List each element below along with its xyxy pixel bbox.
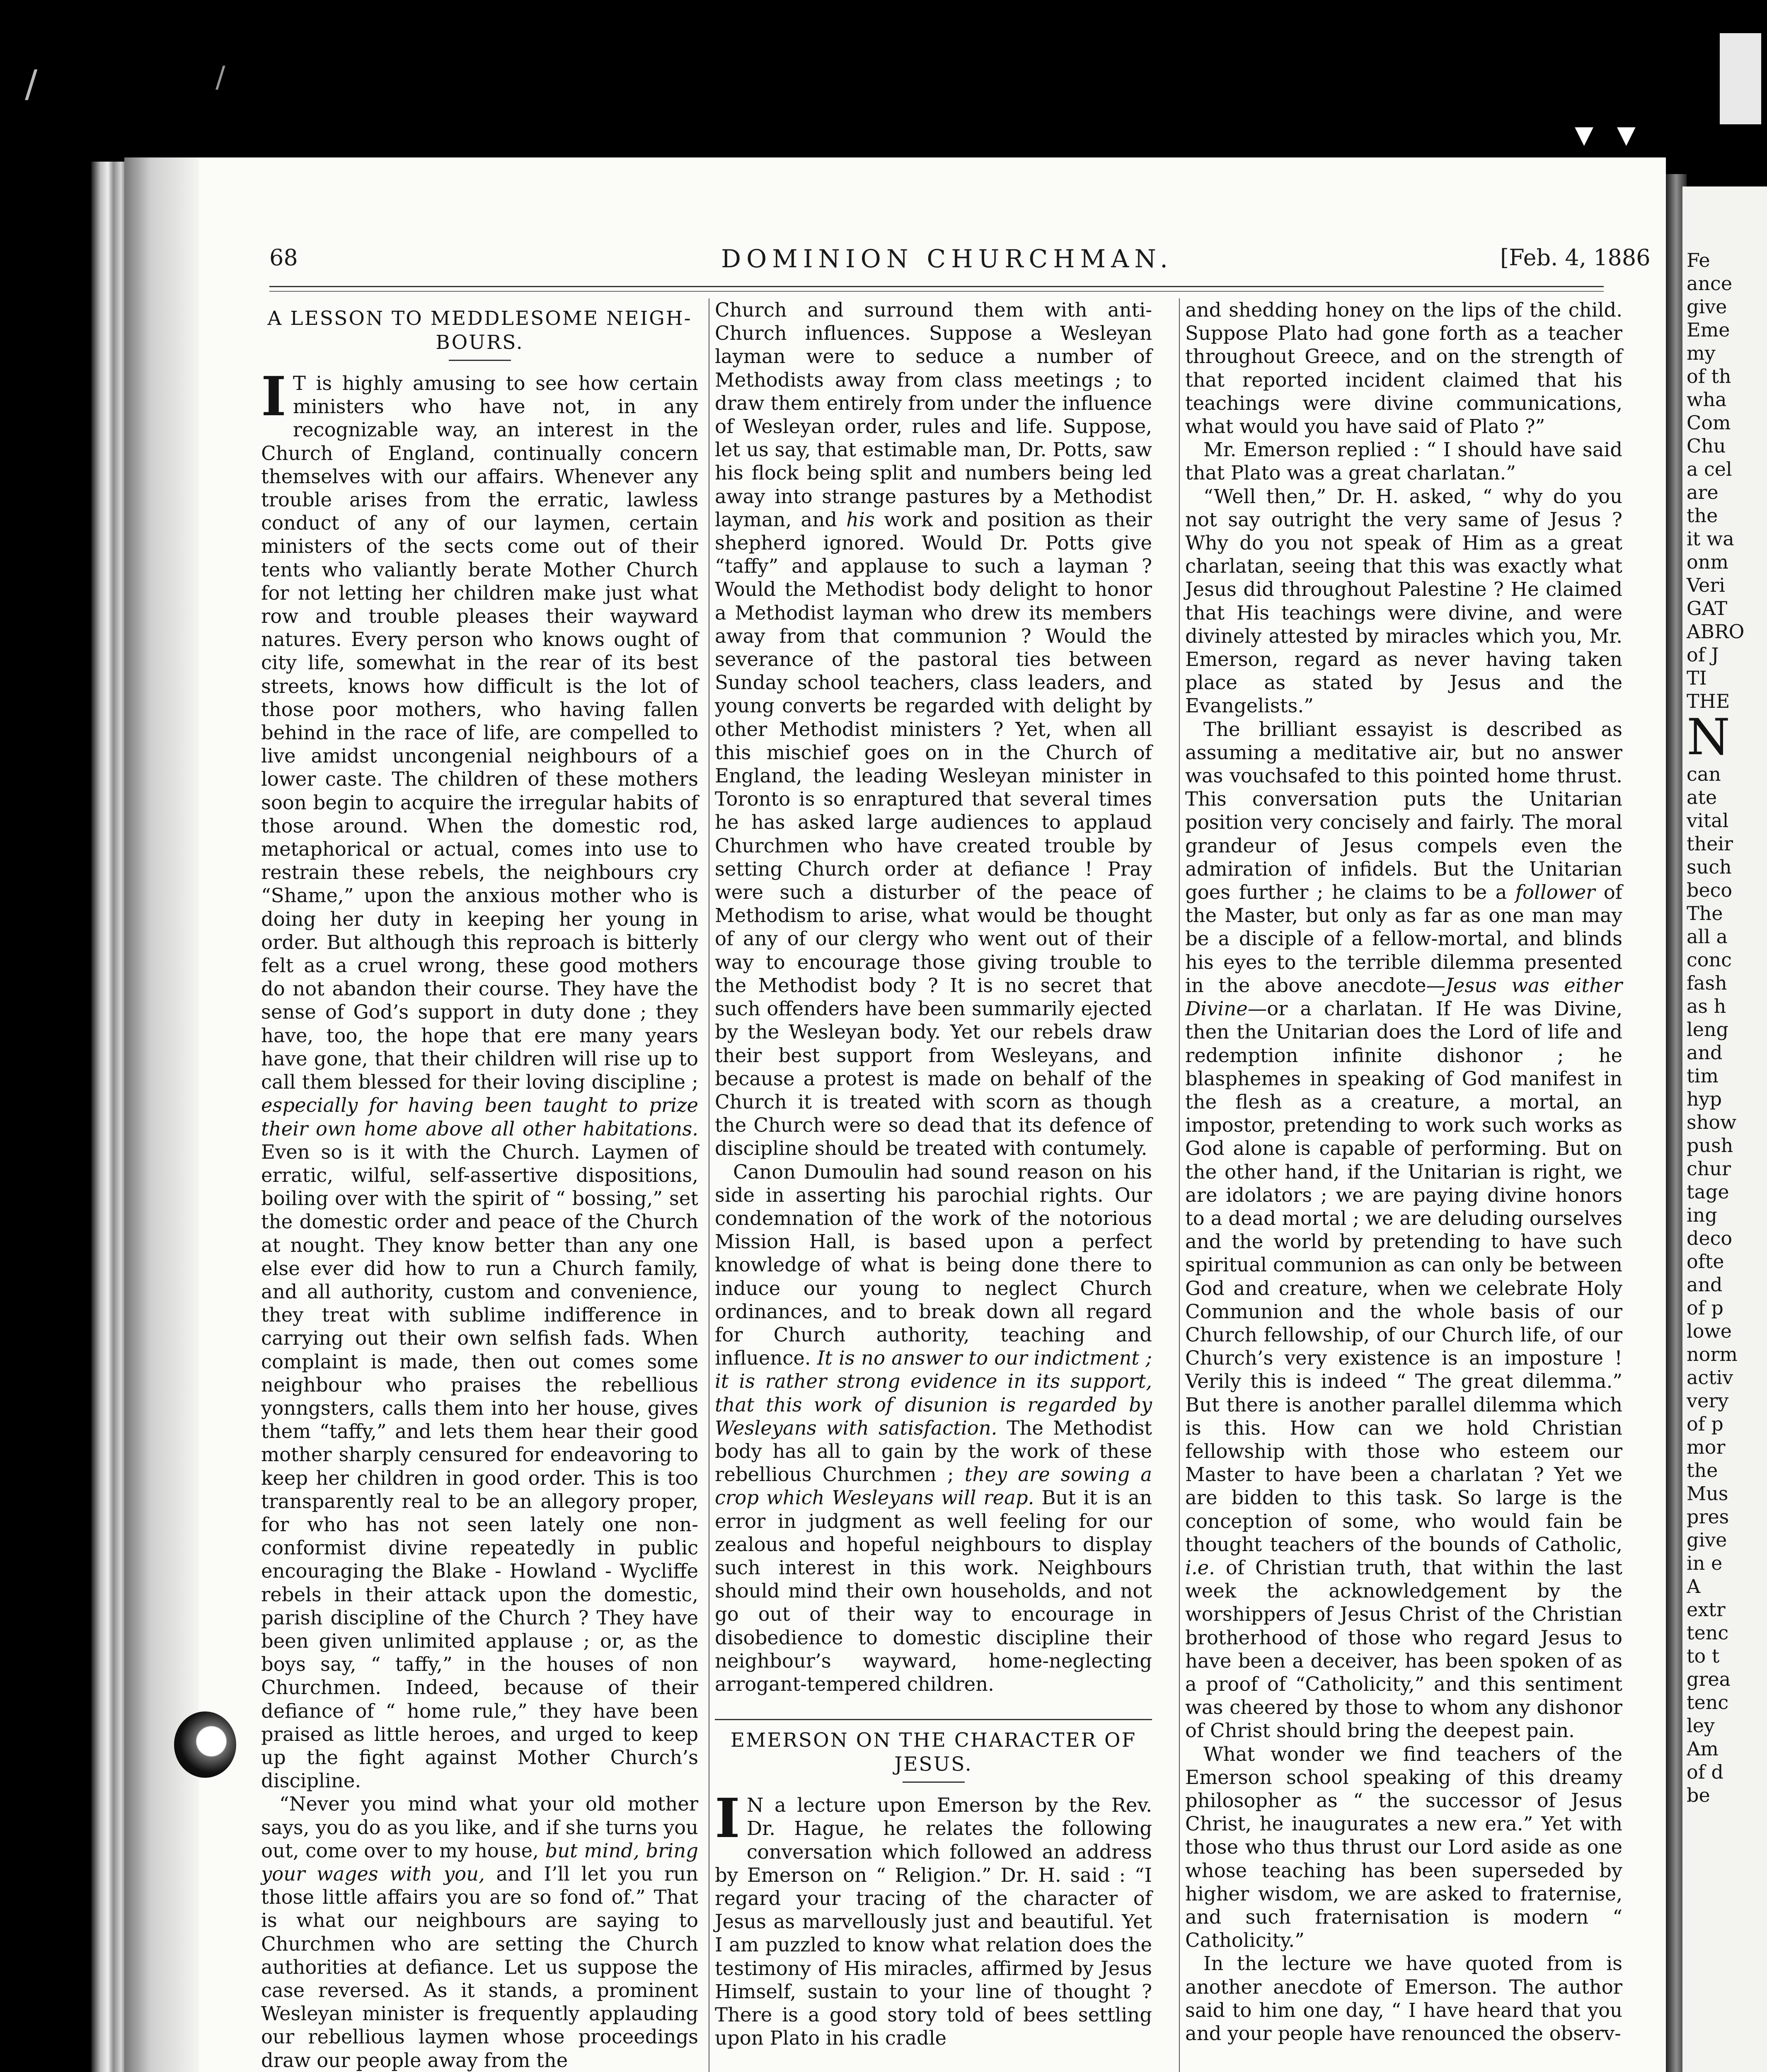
facing-page-line: grea [1687, 1668, 1731, 1690]
facing-page-line: and [1687, 1041, 1723, 1064]
italic-text: but mind, bring your wages with you, [261, 1839, 698, 1885]
facing-page-fragment [1682, 186, 1767, 2072]
binding-ring-icon [174, 1711, 236, 1778]
facing-page-line: ley [1687, 1714, 1715, 1737]
facing-page-line: give [1687, 295, 1727, 318]
text-run: and I’ll let you run those little affairs you are so fond of.” That is what our neighbours are saying to Churchmen who are setting the Church authorities at defiance. Let us suppose the case reversed. As it stands, a prominent Wesleyan minister is frequently applauding our rebellious laymen whose proceedings draw our people away from the [261, 1863, 698, 2072]
facing-page-line: Com [1687, 411, 1731, 434]
title-rule [449, 360, 511, 361]
facing-page-line: such [1687, 856, 1732, 878]
paragraph [1185, 1743, 1622, 1952]
facing-page-line: tenc [1687, 1622, 1729, 1644]
facing-page-line: give [1687, 1529, 1727, 1551]
facing-page-line: in e [1687, 1552, 1723, 1574]
text-run: “Never you mind what your old mother says, you do as you like, and if she turns you out, come over to my house, [261, 1793, 698, 1862]
facing-page-line: N [1687, 709, 1730, 766]
article-body [715, 1786, 1152, 2050]
facing-page-line: all a [1687, 925, 1728, 948]
facing-page-line: Veri [1687, 574, 1725, 596]
text-run: The brilliant essayist is described as assuming a meditative air, but no answer was vouchsafed to this pointed home thrust. This conversation puts the Unitarian position very concisely and fairly. The moral grandeur of Jesus compels even the admiration of infidels. But the Unitarian goes further ; he claims to be a [1185, 718, 1622, 904]
scan-mark-slash: / [215, 60, 225, 94]
facing-page-line: are [1687, 481, 1719, 503]
facing-page-line: vital [1687, 809, 1729, 832]
text-run: Church and surround them with anti-Church influences. Suppose a Wesleyan layman were to seduce a number of Methodists away from class meetings ; to draw them entirely from under the influence of Wesleyan order, rules and life. Suppose, let us say, that estimable man, Dr. Potts, saw his flock being split and numbers being led away into strange pastures by a Methodist layman, and [715, 299, 1152, 531]
facing-page-line: it wa [1687, 528, 1734, 550]
facing-page-line: extr [1687, 1598, 1726, 1621]
page-number: 68 [269, 244, 298, 271]
facing-page-line: beco [1687, 879, 1733, 901]
facing-page-line: lowe [1687, 1320, 1732, 1342]
text-run: work and position as their shepherd ignored. Would Dr. Potts give “taffy” and applause to such a layman ? Would the Methodist body delight to honor a Methodist layman who drew its members away from that communion ? Would the severance of the pastoral ties between Sunday school teachers, class leaders, and young converts be regarded with delight by other Methodist ministers ? Yet, when all this mischief goes on in the Church of England, the leading Wesleyan minister in Toronto is so enraptured that several times he has asked large audiences to applaud Churchmen who have created trouble by setting Church order at defiance ! Pray were such a disturber of the peace of Methodism to arise, what would be thought of any of our clergy who went out of their way to encourage those giving trouble to the Methodist body ? It is no secret that such offenders have been summarily ejected by the Wesleyan body. Yet our rebels draw their best support from Wesleyans, and because a protest is made on behalf of the Church it is treated with scorn as though the Church were so dead that its defence of discipline should be treated with contumely. [715, 508, 1152, 1160]
paragraph [1185, 298, 1622, 438]
issue-date: [Feb. 4, 1886 [1500, 244, 1651, 271]
facing-page-line: can [1687, 763, 1721, 785]
facing-page-line: onm [1687, 551, 1728, 573]
paragraph [1185, 718, 1622, 1743]
column-2 [715, 298, 1152, 2050]
facing-page-line: ance [1687, 272, 1733, 295]
facing-page-line: of p [1687, 1413, 1723, 1435]
facing-page-line: wha [1687, 388, 1727, 411]
column-divider [1179, 298, 1180, 2072]
text-run: of Christian truth, that within the last week the acknowledgement by the worshippers of Jesus Christ of the Christian brotherhood of those who regard Jesus to have been a deceiver, has been spoken of as a proof of “Catholicity,” and this sentiment was cheered by those to whom any dishonor of Christ should bring the deepest pain. [1185, 1556, 1622, 1742]
facing-page-line: my [1687, 342, 1716, 364]
facing-page-line: Eme [1687, 319, 1730, 341]
article-title: A LESSON TO MEDDLESOME NEIGH-BOURS. [267, 307, 692, 354]
italic-text: It is no answer to our indictment ; it is rather strong evidence in its support, that this work of disunion is regarded by Wesleyans with satisfaction. [715, 1347, 1152, 1439]
text-run: —or a charlatan. If He was Divine, then the Unitarian does the Lord of life and redemption infinite dishonor ; he blasphemes in speaking of God manifest in the flesh as a creature, a mortal, an impostor, pretending to work such works as God alone is capable of performing. But on the other hand, if the Unitarian is right, we are idolators ; we are paying divine honors to a dead mortal ; we are deluding ourselves and the world by pretending to have such spiritual communion as can only be between God and creature, when we celebrate Holy Communion and the whole basis of our Church fellowship, of our Church life, of our Church’s very existence is an imposture ! Verily this is indeed “ The great dilemma.” But there is another parallel dilemma which is this. How can we hold Christian fellowship with those who esteem our Master to have been a charlatan ? Yet we are bidden to this task. So large is the conception of some, who would fain be thought teachers of the bounds of Catholic, [1185, 997, 1622, 1556]
facing-page-line: pres [1687, 1506, 1729, 1528]
facing-page-text [1682, 249, 1767, 1807]
facing-page-line: GAT [1687, 597, 1728, 620]
text-run: But it is an error in judgment as well feeling for our zealous and hopeful neighbours to display such interest in this work. Neighbours should mind their own households, and not go out of their way to encourage in disobedience to domestic discipline their neighbour’s wayward, home-neglecting arrogant-tempered children. [715, 1486, 1152, 1695]
facing-page-line: deco [1687, 1227, 1733, 1249]
scan-mark-arrows: ▾ ▾ [1575, 112, 1641, 155]
paragraph [1185, 1952, 1622, 2045]
article-body [1185, 298, 1622, 2045]
text-run: Canon Dumoulin had sound reason on his side in asserting his parochial rights. Our condemnation of the work of the notorious Mission Hall, is based upon a perfect knowledge of what is being done there to induce our young to neglect Church ordinances, and to break down all regard for Church authority, teaching and influence. [715, 1160, 1152, 1370]
text-run: T is highly amusing to see how certain ministers who have not, in any recognizable way, an interest in the Church of England, continually concern themselves with our affairs. Whenever any trouble arises from the erratic, lawless conduct of any of our laymen, certain ministers of the sects come out of their tents who valiantly berate Mother Church for not letting her children make just what row and trouble pleases their wayward natures. Every person who knows ought of city life, somewhat in the rear of its best streets, knows how difficult is the lot of those poor mothers, who having fallen behind in the race of life, are compelled to live amidst uncongenial neighbours of a lower caste. The children of these mothers soon begin to acquire the irregular habits of those around. When the domestic rod, metaphorical or actual, comes into use to restrain these rebels, the neighbours cry “Shame,” upon the anxious mother who is doing her duty in keeping her young in order. But although this reproach is bitterly felt as a cruel wrong, these good mothers do not abandon their course. They have the sense of God’s support in duty done ; they have, too, the hope that ere many years have gone, that their children will rise up to call them blessed for their loving discipline ; [261, 372, 698, 1094]
facing-page-line: the [1687, 1459, 1718, 1481]
facing-page-line: very [1687, 1389, 1729, 1412]
facing-page-line: Fe [1687, 249, 1710, 271]
paragraph [715, 1160, 1152, 1696]
paragraph [261, 365, 698, 1792]
article-title: EMERSON ON THE CHARACTER OF JESUS. [730, 1729, 1137, 1776]
facing-page-line: tim [1687, 1065, 1719, 1087]
facing-page-line: leng [1687, 1018, 1729, 1041]
drop-cap: I [261, 365, 286, 428]
facing-page-line: ing [1687, 1204, 1717, 1226]
stacked-page-edges [91, 162, 128, 2072]
text-run: and shedding honey on the lips of the child. Suppose Plato had gone forth as a teacher throughout Greece, and on the strength of that reported incident claimed that his teachings were divine communications, what would you have said of Plato ?” [1185, 299, 1622, 438]
facing-page-line: Chu [1687, 435, 1726, 457]
facing-page-line: as h [1687, 995, 1726, 1017]
title-rule [903, 1782, 965, 1783]
italic-text: follower [1515, 881, 1595, 904]
running-title: DOMINION CHURCHMAN. [721, 244, 1174, 274]
facing-page-line: ABRO [1687, 620, 1745, 643]
facing-page-line: ate [1687, 786, 1717, 808]
text-run: Mr. Emerson replied : “ I should have said that Plato was a great charlatan.” [1185, 438, 1622, 484]
column-1 [261, 298, 698, 2072]
header-rule [269, 291, 1604, 292]
facing-page-line: THE [1687, 690, 1730, 712]
gutter-shadow [124, 157, 199, 2072]
facing-page-line: Mus [1687, 1482, 1728, 1505]
text-run: The Methodist body has all to gain by the work of these rebellious Churchmen ; [715, 1416, 1152, 1486]
scan-mark-corner [1720, 33, 1761, 124]
facing-page-line: Am [1687, 1738, 1719, 1760]
text-run: “Well then,” Dr. H. asked, “ why do you not say outright the very same of Jesus ? Why do you not speak of Him as a great charlatan, seeing that this was exactly what Jesus did throughout Palestine ? He claimed that His teachings were divine, and were divinely attested by miracles which you, Mr. Emerson, regard as never having taken place as stated by Jesus and the Evangelists.” [1185, 485, 1622, 717]
italic-text: Jesus was either Divine [1185, 974, 1622, 1020]
facing-page-line: chur [1687, 1157, 1731, 1180]
facing-page-line: a cel [1687, 458, 1732, 480]
facing-page-line: and [1687, 1273, 1723, 1296]
facing-page-line: mor [1687, 1436, 1726, 1458]
italic-text: i.e. [1185, 1556, 1215, 1579]
facing-page-line: TI [1687, 667, 1707, 689]
column-3 [1185, 298, 1622, 2045]
header-rule [269, 286, 1604, 287]
facing-page-line: tage [1687, 1181, 1729, 1203]
facing-page-line: norm [1687, 1343, 1738, 1365]
paragraph [1185, 438, 1622, 484]
paragraph [261, 1792, 698, 2072]
text-run: N a lecture upon Emerson by the Rev. Dr. Hague, he relates the following conversation which followed an address by Emerson on “ Religion.” Dr. H. said : “I regard your tracing of the character of Jesus as marvellously just and beautiful. Yet I am puzzled to know what relation does the testimony of His miracles, affirmed by Jesus Himself, sustain to your line of thought ? There is a good story told of bees settling upon Plato in his cradle [715, 1794, 1152, 2050]
paragraph [715, 298, 1152, 1160]
facing-page-line: of J [1687, 644, 1719, 666]
facing-page-line: of d [1687, 1761, 1723, 1783]
text-run: In the lecture we have quoted from is another anecdote of Emerson. The author said to him one day, “ I have heard that you and your people have renounced the observ- [1185, 1952, 1622, 2045]
italic-text: his [846, 508, 875, 531]
text-run: What wonder we find teachers of the Emerson school speaking of this dreamy philosopher as “ the successor of Jesus Christ, he inaugurates a new era.” Yet with those who thus thrust our Lord aside as one whose teaching has been superseded by higher wisdom, we are asked to fraternise, and such fraternisation is modern “ Catholicity.” [1185, 1743, 1622, 1952]
facing-page-line: of th [1687, 365, 1731, 387]
facing-page-line: the [1687, 504, 1718, 527]
article-separator [715, 1719, 1152, 1720]
facing-page-line: of p [1687, 1297, 1723, 1319]
facing-page-line: The [1687, 902, 1723, 925]
facing-page-line: be [1687, 1784, 1710, 1806]
paragraph [1185, 485, 1622, 718]
facing-page-line: ofte [1687, 1250, 1724, 1273]
facing-page-line: activ [1687, 1366, 1733, 1389]
drop-cap: I [715, 1786, 740, 1850]
facing-page-line: show [1687, 1111, 1737, 1133]
italic-text: they are sowing a crop which Wesleyans will reap. [715, 1463, 1152, 1509]
scan-mark-slash: / [25, 62, 38, 106]
facing-page-line: A [1687, 1575, 1701, 1598]
text-run: of the Master, but only as far as one man may be a disciple of a fellow-mortal, and blinds his eyes to the terrible dilemma presented in the above anecdote— [1185, 881, 1622, 997]
text-run: Even so is it with the Church. Laymen of erratic, wilful, self-assertive dispositions, boiling over with the spirit of “ bossing,” set the domestic order and peace of the Church at nought. They know better than any one else ever did how to run a Church family, and all authority, custom and convenience, they treat with sublime indifference in carrying out their own selfish fads. When complaint is made, then out comes some neighbour who praises the rebellious yonngsters, calls them into her house, gives them “taffy,” and lets them hear their good mother sharply censured for endeavoring to keep her children in good order. This is too transparently real to be an allegory proper, for who has not seen lately one non-conformist divine repeatedly in public encouraging the Blake - Howland - Wycliffe rebels in their attack upon the domestic, parish discipline of the Church ? They have been given unlimited applause ; or, as the boys say, “ taffy,” in the houses of non Churchmen. Indeed, because of their defiance of “ home rule,” they have been praised as little heroes, and urged to keep up the fight against Mother Church’s discipline. [261, 1140, 698, 1792]
facing-page-line: to t [1687, 1645, 1720, 1667]
facing-page-line: fash [1687, 972, 1727, 994]
facing-page-line: tenc [1687, 1691, 1729, 1714]
facing-page-line: conc [1687, 949, 1732, 971]
facing-page-line: push [1687, 1134, 1733, 1157]
facing-page-line: their [1687, 833, 1733, 855]
facing-page-line: hyp [1687, 1088, 1722, 1110]
article-body [715, 298, 1152, 1696]
article-body [261, 365, 698, 2072]
paragraph [715, 1786, 1152, 2050]
italic-text: especially for having been taught to prize their own home above all other habitations. [261, 1094, 698, 1140]
